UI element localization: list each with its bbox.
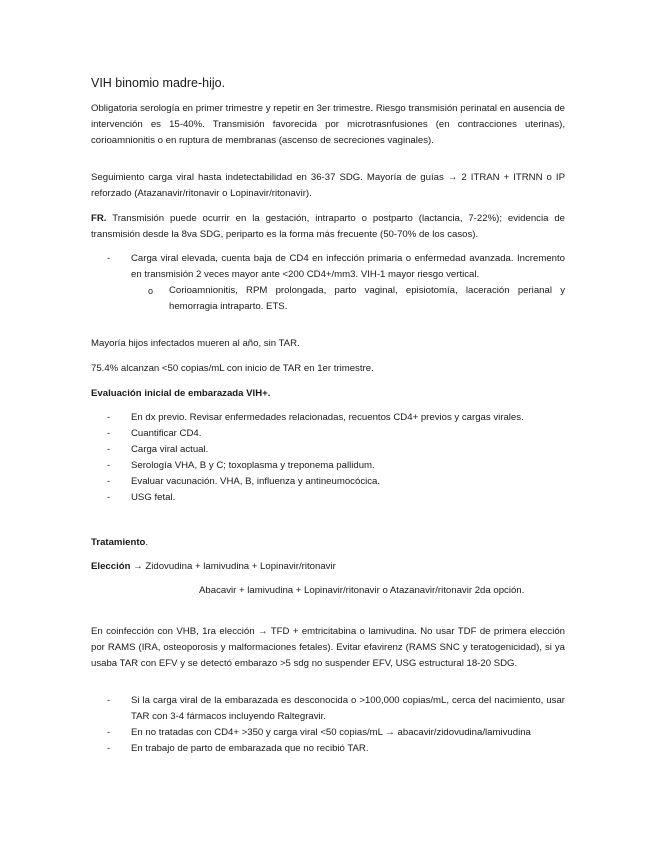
treatment-list (91, 693, 565, 757)
viral-suppression-paragraph: 75.4% alcanzan <50 copias/mL con inicio de TAR en 1er trimestre. (91, 363, 374, 374)
list-item: - USG fetal. (91, 490, 565, 506)
treatment-heading-period: . (145, 537, 149, 548)
treatment-heading (91, 535, 565, 551)
list-subitem: o Corioamnionitis, RPM prolongada, parto vaginal, episiotomía, laceración perianal y hemorragia intraparto. ETS. (91, 283, 565, 315)
evaluation-list (91, 410, 565, 506)
fr-label: FR. (91, 213, 107, 224)
list-item: - Carga viral elevada, cuenta baja de CD4 en infección primaria o enfermedad avanzada. Incremento en transmisión 2 veces mayor ante <200 CD4+/mm3. VIH-1 mayor riesgo vertical. (91, 251, 565, 283)
eleccion-text: → Zidovudina + lamivudina + Lopinavir/ritonavir (130, 561, 336, 572)
mortality-paragraph: Mayoría hijos infectados mueren al año, sin TAR. (91, 338, 300, 349)
evaluation-heading: Evaluación inicial de embarazada VIH+. (91, 388, 271, 399)
fr-text: Transmisión puede ocurrir en la gestación, intraparto o postparto (lactancia, 7-22%); evidencia de transmisión desde la 8va SDG, periparto es la forma más frecuente (50-70% de los casos). (91, 213, 565, 240)
viral-load-paragraph: Seguimiento carga viral hasta indetectabilidad en 36-37 SDG. Mayoría de guías → 2 ITRAN + ITRNN o IP reforzado (Atazanavir/ritonavir o Lopinavir/ritonavir). (91, 172, 565, 199)
list-item: - Carga viral actual. (91, 442, 565, 458)
eleccion-label: Elección (91, 561, 131, 572)
list-item: - Evaluar vacunación. VHA, B, influenza y antineumocócica. (91, 474, 565, 490)
risk-factors-list (91, 251, 565, 315)
list-item: - Si la carga viral de la embarazada es desconocida o >100,000 copias/mL, cerca del nacimiento, usar TAR con 3-4 fármacos incluyendo Raltegravir. (91, 693, 565, 725)
intro-paragraph: Obligatoria serología en primer trimestre y repetir en 3er trimestre. Riesgo transmisión perinatal en ausencia de intervención es 15-40%. Transmisión favorecida por microtrasnfusiones (en contracciones uterinas), corioamnionitis o en ruptura de membranas (ascenso de secreciones vaginales). (91, 103, 565, 146)
first-choice-paragraph (91, 559, 565, 575)
page-title: VIH binomio madre-hijo. (91, 76, 226, 90)
list-item: - En dx previo. Revisar enfermedades relacionadas, recuentos CD4+ previos y cargas virales. (91, 410, 565, 426)
treatment-heading-text: Tratamiento (91, 537, 146, 548)
hbv-coinfection-paragraph: En coinfección con VHB, 1ra elección → TFD + emtricitabina o lamivudina. No usar TDF de primera elección por RAMS (IRA, osteoporosis y malformaciones fetales). Evitar efavirenz (RAMS SNC y teratogenicidad), si ya usaba TAR con EFV y se detectó embarazo >5 sdg no suspender EFV, USG estructural 18-20 SDG. (91, 626, 565, 669)
second-choice-paragraph: Abacavir + lamivudina + Lopinavir/ritonavir o Atazanavir/ritonavir 2da opción. (199, 585, 525, 596)
list-item: - En no tratadas con CD4+ >350 y carga viral <50 copias/mL → abacavir/zidovudina/lamivudina (91, 725, 565, 741)
list-item: - Serología VHA, B y C; toxoplasma y treponema pallidum. (91, 458, 565, 474)
list-item: - Cuantificar CD4. (91, 426, 565, 442)
risk-factors-paragraph (91, 211, 565, 243)
list-item: - En trabajo de parto de embarazada que no recibió TAR. (91, 741, 565, 757)
